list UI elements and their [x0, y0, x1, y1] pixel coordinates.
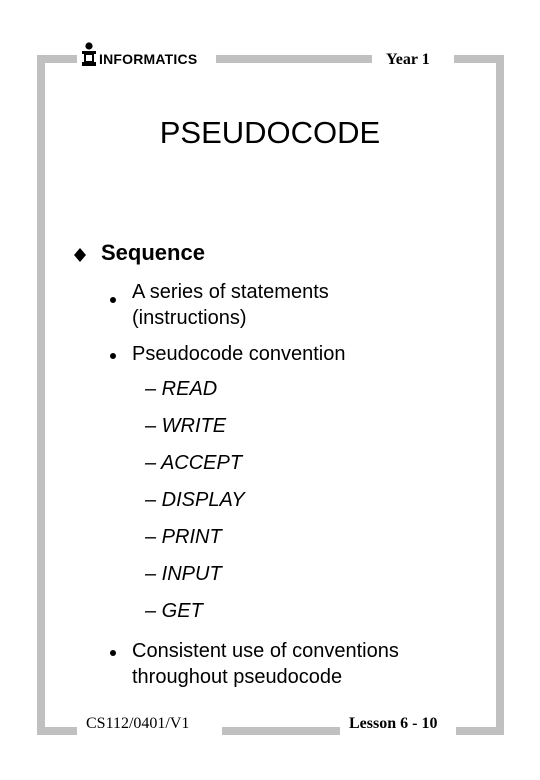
diamond-bullet-icon [74, 248, 86, 262]
frame-left-segment [37, 55, 45, 735]
dot-bullet-icon [110, 650, 116, 656]
point-line: (instructions) [132, 307, 247, 329]
dot-bullet-icon [110, 297, 116, 303]
point-item [132, 341, 346, 367]
frame-bottom-right-segment [456, 727, 504, 735]
point-line: throughout pseudocode [132, 666, 343, 688]
topic-heading: Sequence [101, 240, 205, 265]
frame-top-middle-segment [216, 55, 372, 63]
convention-item: – ACCEPT [145, 452, 243, 474]
convention-item: – INPUT [145, 563, 222, 585]
point-item [132, 279, 329, 331]
convention-item: – WRITE [145, 415, 227, 437]
point-item [132, 638, 399, 690]
lesson-number: Lesson 6 - 10 [349, 715, 438, 732]
frame-bottom-middle-segment [222, 727, 340, 735]
convention-item: – READ [145, 378, 218, 400]
brand-name: INFORMATICS [99, 51, 198, 67]
frame-bottom-left-segment [37, 727, 77, 735]
convention-item: – GET [145, 600, 203, 622]
point-line: Pseudocode convention [132, 343, 346, 365]
informatics-logo-icon [80, 42, 98, 68]
slide-title: PSEUDOCODE [159, 115, 381, 150]
frame-right-segment [496, 55, 504, 735]
brand-logo [80, 42, 197, 68]
convention-item: – PRINT [145, 526, 222, 548]
year-label: Year 1 [386, 51, 430, 68]
point-line: A series of statements [132, 281, 329, 303]
course-code: CS112/0401/V1 [86, 715, 190, 732]
point-line: Consistent use of conventions [132, 640, 399, 662]
dot-bullet-icon [110, 353, 116, 359]
convention-item: – DISPLAY [145, 489, 245, 511]
